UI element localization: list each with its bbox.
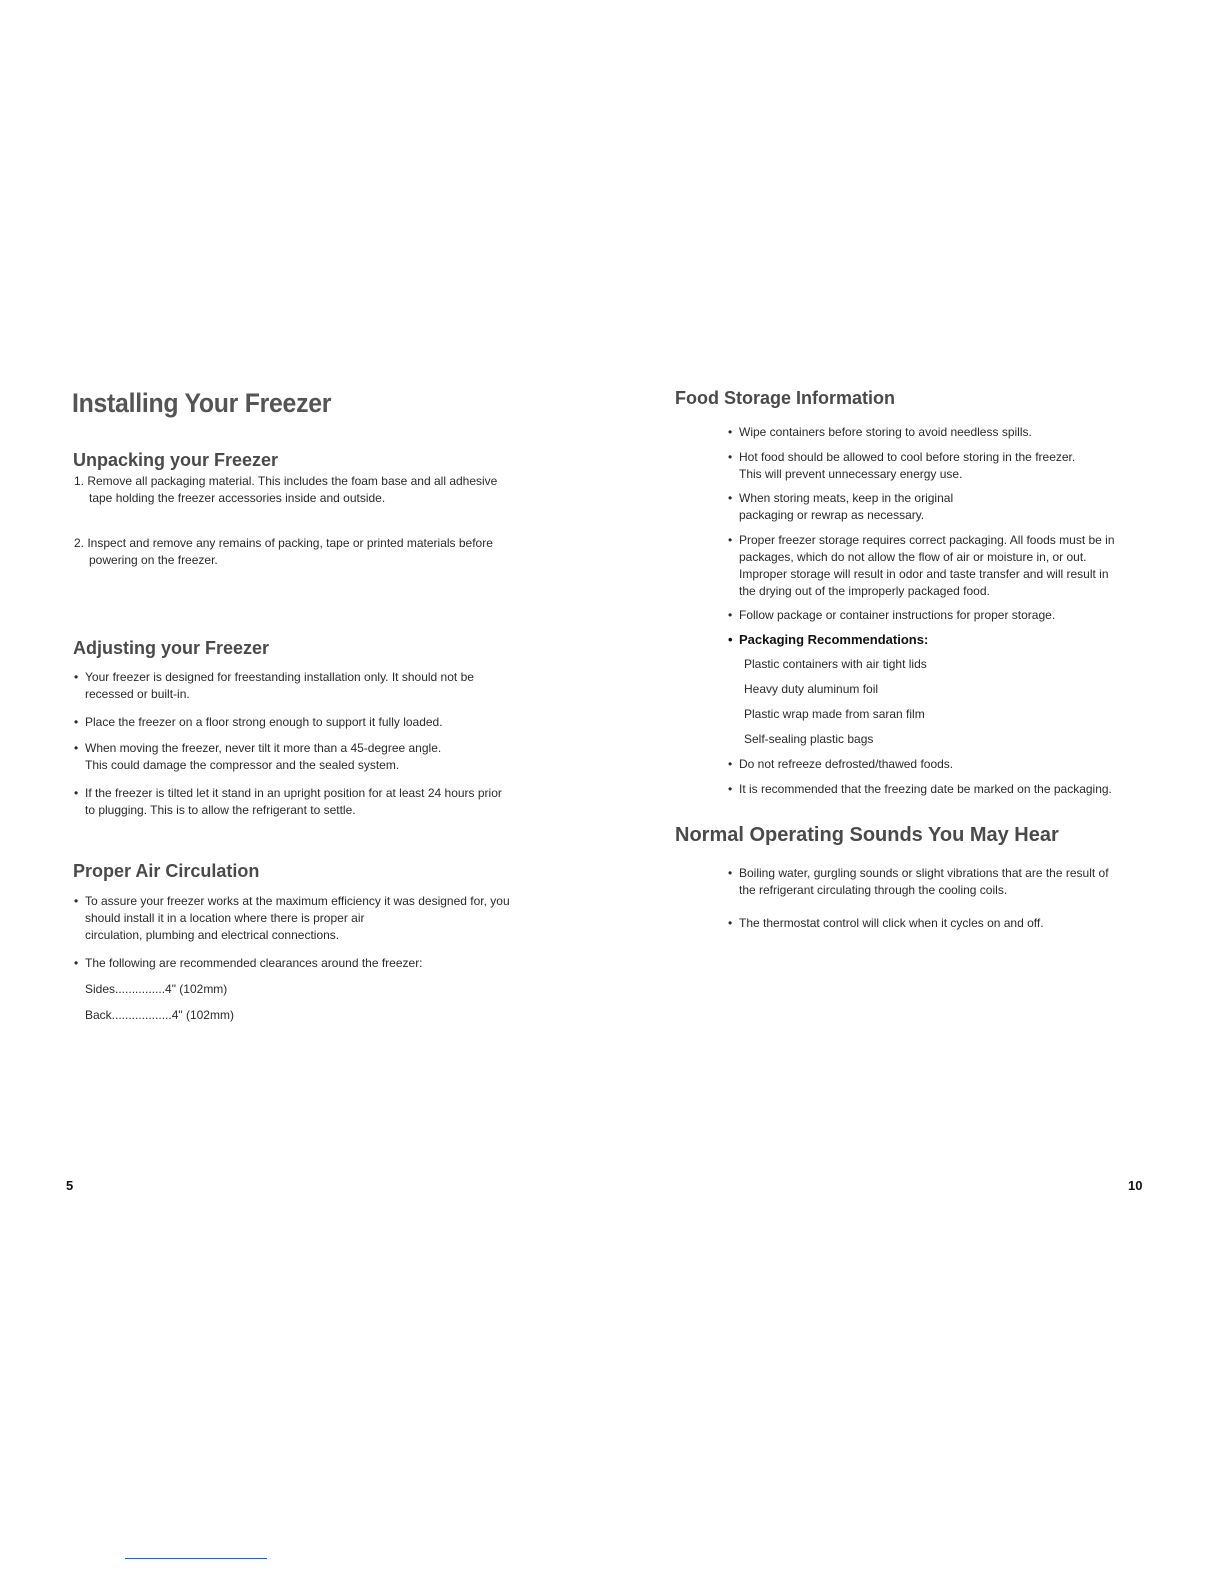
unpacking-step-1 [74, 473, 497, 507]
bullet-icon: • [728, 608, 733, 622]
page-number-left: 5 [66, 1178, 74, 1193]
packaging-recommendations [728, 631, 929, 648]
adjusting-bullet-2 [74, 714, 443, 731]
clearance-back: Back..................4" (102mm) [85, 1008, 234, 1022]
bullet-icon: • [74, 715, 79, 729]
bullet-icon: • [728, 533, 733, 547]
air-bullet-1-line-2: should install it in a location where there is proper air [85, 911, 365, 925]
page-title-installing: Installing Your Freezer [72, 388, 332, 418]
bullet-icon: • [728, 632, 733, 647]
adjusting-bullet-3-line-2: This could damage the compressor and the sealed system. [85, 758, 400, 772]
food-bullet-7 [728, 756, 954, 773]
sounds-bullet-1 [728, 865, 1109, 899]
packaging-recommendations-heading: Packaging Recommendations: [739, 632, 929, 647]
page-number-right: 10 [1128, 1178, 1143, 1193]
heading-unpacking: Unpacking your Freezer [73, 450, 279, 470]
adjusting-bullet-1-line-2: recessed or built-in. [85, 687, 190, 701]
unpacking-step-2-line-1: 2. Inspect and remove any remains of packing, tape or printed materials before [74, 536, 493, 550]
adjusting-bullet-4 [74, 785, 502, 819]
air-bullet-1-line-3: circulation, plumbing and electrical connections. [85, 928, 340, 942]
packaging-item-1: Plastic containers with air tight lids [744, 657, 927, 671]
food-bullet-4-line-1: Proper freezer storage requires correct packaging. All foods must be in [739, 533, 1115, 547]
food-bullet-4 [728, 532, 1115, 600]
heading-food-storage: Food Storage Information [675, 388, 895, 408]
packaging-item-4: Self-sealing plastic bags [744, 732, 874, 746]
bullet-icon: • [728, 757, 733, 771]
sounds-bullet-2 [728, 915, 1044, 932]
bullet-icon: • [74, 894, 79, 908]
food-bullet-3 [728, 490, 954, 524]
air-bullet-2-line-1: The following are recommended clearances around the freezer: [85, 956, 423, 970]
food-bullet-7-line-1: Do not refreeze defrosted/thawed foods. [739, 757, 954, 771]
heading-operating-sounds: Normal Operating Sounds You May Hear [675, 824, 1059, 846]
sounds-bullet-1-line-2: the refrigerant circulating through the cooling coils. [739, 883, 1008, 897]
food-bullet-2 [728, 449, 1076, 483]
adjusting-bullet-1 [74, 669, 474, 703]
adjusting-bullet-3 [74, 740, 442, 774]
footer-rule [125, 1558, 267, 1559]
sounds-bullet-1-line-1: Boiling water, gurgling sounds or slight vibrations that are the result of [739, 866, 1109, 880]
bullet-icon: • [74, 670, 79, 684]
food-bullet-5 [728, 607, 1056, 624]
food-bullet-1-line-1: Wipe containers before storing to avoid needless spills. [739, 425, 1032, 439]
adjusting-bullet-1-line-1: Your freezer is designed for freestanding installation only. It should not be [85, 670, 474, 684]
food-bullet-5-line-1: Follow package or container instructions for proper storage. [739, 608, 1056, 622]
clearance-sides: Sides...............4" (102mm) [85, 982, 228, 996]
bullet-icon: • [728, 491, 733, 505]
bullet-icon: • [728, 916, 733, 930]
bullet-icon: • [74, 786, 79, 800]
food-bullet-4-line-4: the drying out of the improperly packaged food. [739, 584, 990, 598]
unpacking-step-1-line-2: tape holding the freezer accessories inside and outside. [89, 491, 386, 505]
food-bullet-8-line-1: It is recommended that the freezing date be marked on the packaging. [739, 782, 1112, 796]
adjusting-bullet-2-line-1: Place the freezer on a floor strong enough to support it fully loaded. [85, 715, 443, 729]
bullet-icon: • [728, 450, 733, 464]
packaging-item-2: Heavy duty aluminum foil [744, 682, 879, 696]
bullet-icon: • [728, 425, 733, 439]
food-bullet-8 [728, 781, 1112, 798]
air-bullet-2 [74, 955, 423, 972]
adjusting-bullet-3-line-1: When moving the freezer, never tilt it more than a 45-degree angle. [85, 741, 442, 755]
food-bullet-4-line-3: Improper storage will result in odor and taste transfer and will result in [739, 567, 1109, 581]
adjusting-bullet-4-line-1: If the freezer is tilted let it stand in an upright position for at least 24 hours prior [85, 786, 502, 800]
unpacking-step-2 [74, 535, 493, 569]
bullet-icon: • [728, 866, 733, 880]
heading-air-circulation: Proper Air Circulation [73, 861, 260, 881]
food-bullet-2-line-1: Hot food should be allowed to cool before storing in the freezer. [739, 450, 1076, 464]
air-bullet-1 [74, 893, 510, 944]
packaging-item-3: Plastic wrap made from saran film [744, 707, 925, 721]
heading-adjusting: Adjusting your Freezer [73, 638, 270, 658]
unpacking-step-1-line-1: 1. Remove all packaging material. This includes the foam base and all adhesive [74, 474, 498, 488]
adjusting-bullet-4-line-2: to plugging. This is to allow the refrigerant to settle. [85, 803, 356, 817]
food-bullet-2-line-2: This will prevent unnecessary energy use. [739, 467, 963, 481]
bullet-icon: • [728, 782, 733, 796]
bullet-icon: • [74, 956, 79, 970]
air-bullet-1-line-1: To assure your freezer works at the maximum efficiency it was designed for, you [85, 894, 510, 908]
unpacking-step-2-line-2: powering on the freezer. [89, 553, 218, 567]
bullet-icon: • [74, 741, 79, 755]
sounds-bullet-2-line-1: The thermostat control will click when it cycles on and off. [739, 916, 1044, 930]
food-bullet-3-line-2: packaging or rewrap as necessary. [739, 508, 925, 522]
food-bullet-3-line-1: When storing meats, keep in the original [739, 491, 954, 505]
food-bullet-1 [728, 424, 1032, 441]
food-bullet-4-line-2: packages, which do not allow the flow of air or moisture in, or out. [739, 550, 1087, 564]
